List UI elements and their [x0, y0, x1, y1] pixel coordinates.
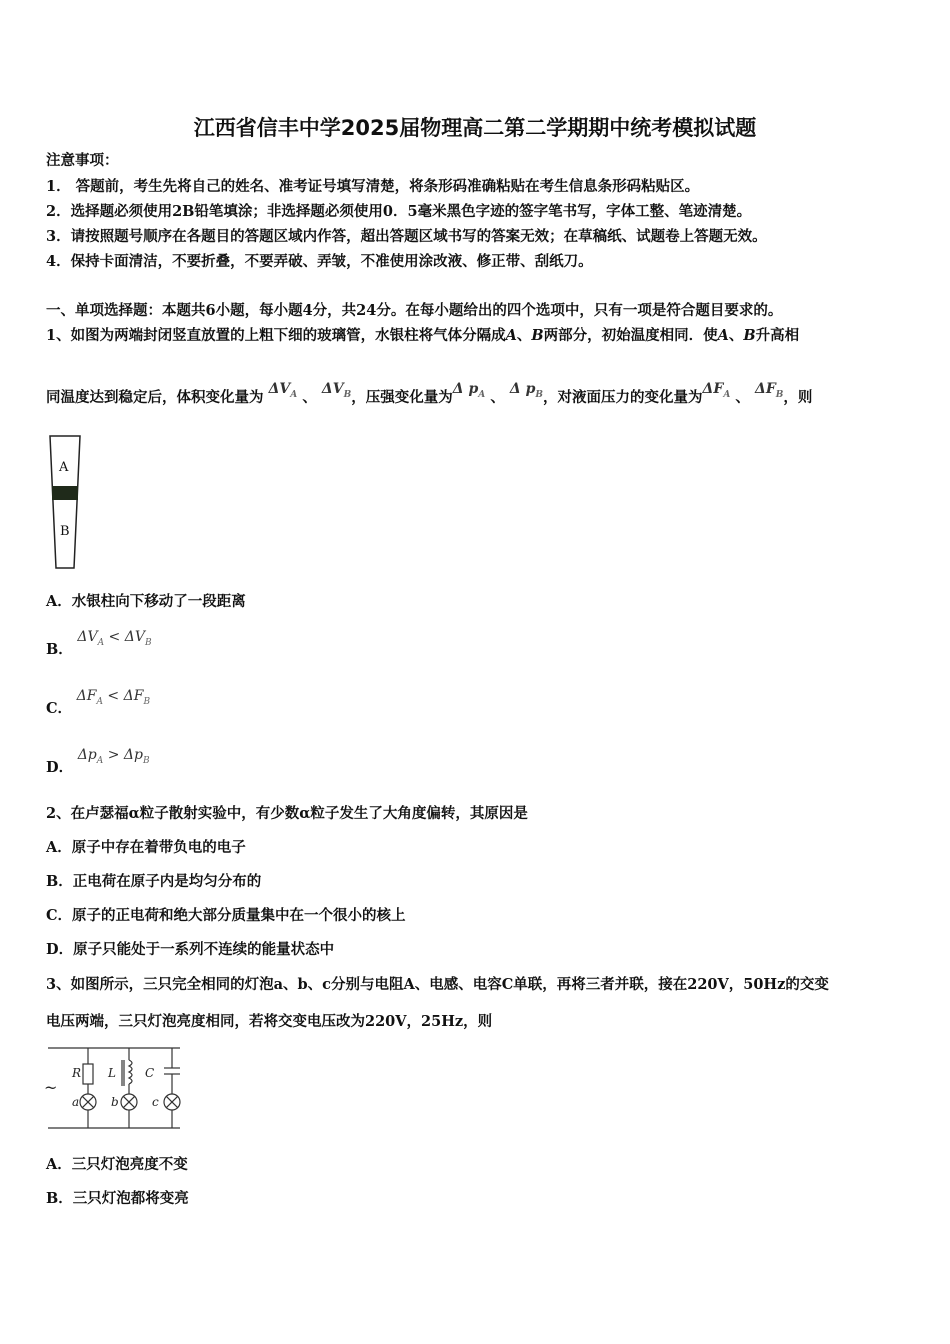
- q1-stem-line1: [46, 326, 799, 346]
- notice-item-2: 2．选择题必须使用2B铅笔填涂；非选择题必须使用0．5毫米黑色字迹的签字笔书写，字体工整、笔迹清楚。: [46, 203, 752, 220]
- ac-source-symbol: ~: [44, 1078, 58, 1097]
- q2-option-a: A．原子中存在着带负电的电子: [46, 839, 246, 856]
- q1-var-a: A: [505, 327, 517, 344]
- label-c: C: [145, 1066, 155, 1080]
- label-r: R: [72, 1066, 82, 1080]
- q3-stem-line2: 电压两端，三只灯泡亮度相同，若将交变电压改为220V，25Hz，则: [46, 1013, 493, 1030]
- q1-text-2d: ，则: [783, 389, 813, 406]
- label-b: b: [111, 1095, 119, 1109]
- notice-item-1: 1． 答题前，考生先将自己的姓名、准考证号填写清楚，将条形码准确粘贴在考生信息条形码粘贴区。: [46, 178, 700, 195]
- section1-header: 一、单项选择题：本题共6小题，每小题4分，共24分。在每小题给出的四个选项中，只有一项是符合题目要求的。: [46, 302, 783, 319]
- q1-text-2b: ，压强变化量为: [351, 389, 453, 406]
- q3-option-b: B．三只灯泡都将变亮: [46, 1190, 189, 1207]
- q1-option-b: B． $\Delta V_A < \Delta V_B$: [46, 629, 152, 658]
- notice-item-4: 4．保持卡面清洁，不要折叠，不要弄破、弄皱，不准使用涂改液、修正带、刮纸刀。: [46, 253, 593, 270]
- q1-text: 1、如图为两端封闭竖直放置的上粗下细的玻璃管，水银柱将气体分隔成: [46, 327, 506, 344]
- notice-heading: 注意事项：: [46, 152, 119, 169]
- q1-stem-line2: [46, 381, 813, 414]
- page-title: 江西省信丰中学2025届物理高二第二学期期中统考模拟试题: [193, 116, 757, 140]
- q1-dfa: $\Delta F_A$: [702, 381, 731, 400]
- q3-option-a: A．三只灯泡亮度不变: [46, 1156, 188, 1173]
- notice-item-3: 3．请按照题号顺序在各题目的答题区域内作答，超出答题区域书写的答案无效；在草稿纸、试题卷上答题无效。: [46, 228, 767, 245]
- q1-dpa: Δ $p_A$: [452, 381, 486, 400]
- label-a: a: [72, 1095, 80, 1109]
- q2-option-c: C．原子的正电荷和绝大部分质量集中在一个很小的核上: [46, 907, 406, 924]
- q1-sep2: 、: [728, 327, 744, 344]
- q3-stem-line1: 3、如图所示，三只完全相同的灯泡a、b、c分别与电阻A、电感、电容C单联，再将三者并联，接在220V，50Hz的交变: [46, 976, 829, 993]
- q1-dfb: $\Delta F_B$: [754, 381, 784, 400]
- q1-sep5: 、: [735, 389, 750, 406]
- mercury-column: [52, 486, 78, 500]
- q1-option-d: D． $\Delta p_A > \Delta p_B$: [46, 747, 150, 776]
- q2-stem: 2、在卢瑟福α粒子散射实验中，有少数α粒子发生了大角度偏转，其原因是: [46, 805, 528, 822]
- label-l: L: [108, 1066, 116, 1080]
- q1-text-2a: 同温度达到稳定后，体积变化量为: [46, 389, 264, 406]
- q1-var-a2: A: [717, 327, 729, 344]
- q1-sep3: 、: [302, 389, 317, 406]
- q1-dva: $\Delta V_A$: [268, 381, 298, 400]
- q1-option-a: A．水银柱向下移动了一段距离: [46, 593, 246, 610]
- q1-tube-figure: [46, 434, 86, 572]
- tube-label-b: B: [60, 524, 70, 539]
- q2-option-d: D．原子只能处于一系列不连续的能量状态中: [46, 941, 335, 958]
- q1-dvb: $\Delta V_B$: [321, 381, 352, 400]
- tube-label-a: A: [59, 460, 69, 475]
- label-c-lamp: c: [152, 1095, 159, 1109]
- resistor-r: [83, 1064, 93, 1084]
- q1-var-b2: B: [743, 327, 756, 344]
- q1-text-c: 升高相: [755, 327, 800, 344]
- q1-sep: 、: [516, 327, 532, 344]
- q1-sep4: 、: [490, 389, 505, 406]
- q1-option-c: C． $\Delta F_A < \Delta F_B$: [46, 688, 151, 717]
- q2-option-b: B．正电荷在原子内是均匀分布的: [46, 873, 262, 890]
- q1-dpb: Δ $p_B$: [509, 381, 544, 400]
- q1-text-b: 两部分，初始温度相同．使: [543, 327, 718, 344]
- q1-text-2c: ，对液面压力的变化量为: [543, 389, 703, 406]
- inductor-l: [129, 1060, 132, 1084]
- q3-circuit-figure: [44, 1044, 192, 1132]
- q1-var-b: B: [531, 327, 544, 344]
